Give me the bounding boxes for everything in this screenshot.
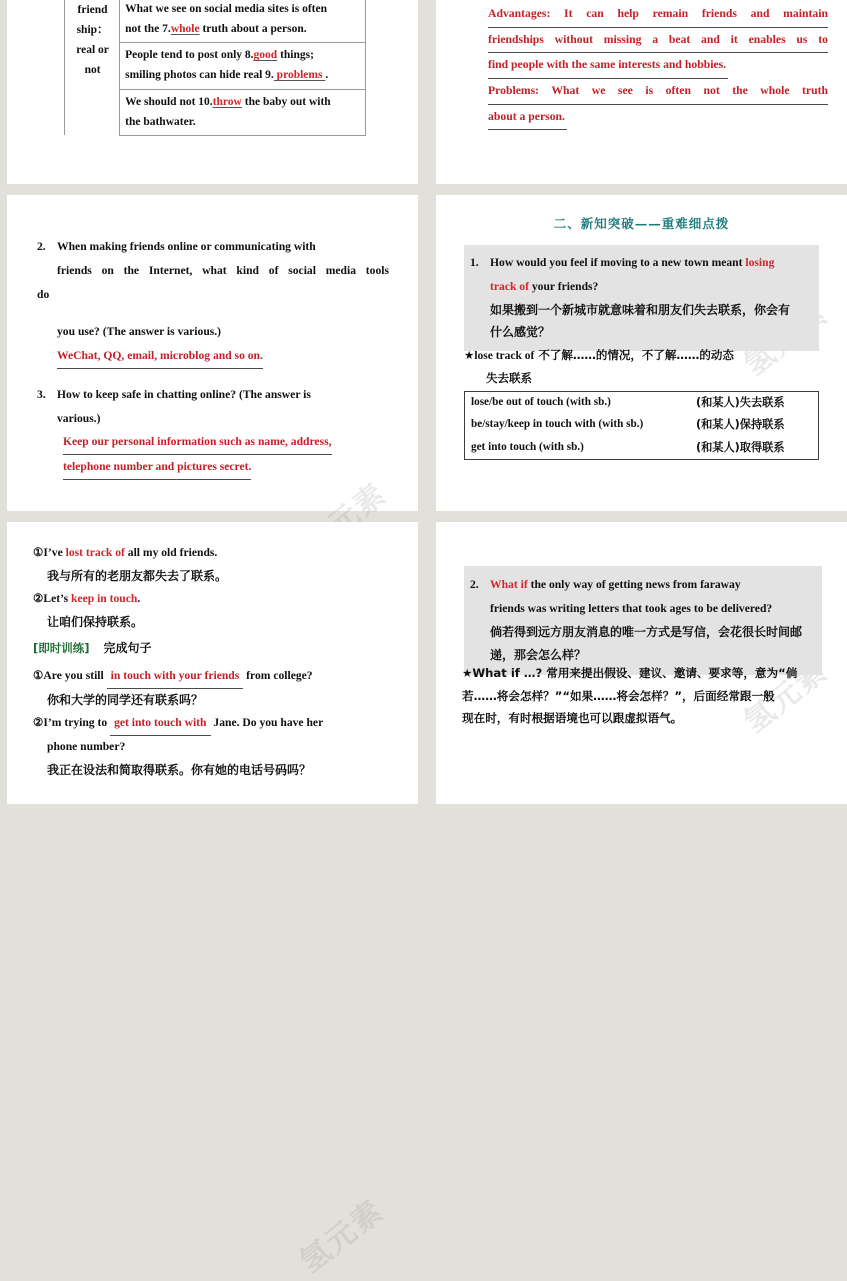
lead-line: friend [77, 4, 108, 16]
cell-text: things; [277, 49, 314, 62]
example-marker: ② [33, 592, 44, 606]
example-2-zh: 让咱们保持联系。 [47, 615, 144, 630]
highlight-block-2 [464, 566, 822, 675]
example-text: Let’s [43, 592, 71, 606]
answer-blank: good [253, 49, 278, 62]
example-keyword: lost track of [65, 546, 125, 559]
drill-text: I’m trying to [43, 716, 111, 730]
table-body-cell [120, 0, 366, 43]
answer-blank: whole [170, 23, 200, 36]
question-text: When making friends online or communicating with [57, 240, 316, 253]
cell-text: the bathwater. [125, 115, 196, 128]
phrase-cn: (和某人)取得联系 [696, 440, 785, 454]
drill-text: from college? [243, 668, 313, 682]
star-marker: ★ [464, 348, 475, 362]
answer-underlined: Keep our personal information such as name, address, [63, 430, 332, 455]
item-text-zh: 递，那会怎么样？ [490, 647, 587, 662]
item-text-en: your friends? [528, 279, 599, 293]
answer-blank: problems [273, 69, 326, 82]
example-1-zh: 我与所有的老朋友都失去了联系。 [47, 568, 228, 583]
watermark: 氢元素 [296, 476, 394, 564]
answer-line: about a person. [488, 105, 567, 131]
cell-text: We should not 10. [125, 95, 213, 108]
answer-line: friendships without missing a beat and it enables us to [488, 28, 828, 54]
section-heading: 二、新知突破——重难细点拨 [553, 216, 730, 231]
advantages-problems-answer [488, 2, 828, 130]
slide-6[interactable] [436, 522, 847, 804]
item-keyword: losing [745, 256, 775, 269]
drill-2-cont: phone number? [47, 739, 126, 753]
table-body-cell [120, 89, 366, 135]
slide-2[interactable] [436, 0, 847, 184]
note-line: ★What if …? 常用来提出假设、建议、邀请、要求等，意为“倘 [462, 666, 798, 680]
cell-text: . [325, 69, 329, 82]
answer-blank: throw [212, 95, 242, 108]
note-line: 现在时，有时根据语境也可以跟虚拟语气。 [462, 711, 683, 726]
drill-1 [33, 665, 393, 689]
table-row [465, 414, 819, 436]
slide-4[interactable] [436, 195, 847, 511]
star-note-2 [462, 662, 825, 730]
item-text-zh: 倘若得到远方朋友消息的唯一方式是写信，会花很长时间邮 [490, 624, 803, 639]
question-2 [37, 235, 389, 369]
star-note-1 [464, 345, 829, 390]
drill-text: Jane. Do you have her [210, 716, 324, 730]
question-text-outdent: do [37, 287, 50, 301]
drill-blank[interactable]: get into touch with [110, 712, 210, 736]
table-row [465, 437, 819, 460]
question-text: you use? (The answer is various.) [57, 325, 222, 339]
training-title: 完成句子 [103, 640, 152, 655]
drill-marker: ② [33, 716, 44, 730]
cell-text: not the 7. [125, 23, 171, 36]
drill-blank[interactable]: in touch with your friends [107, 665, 244, 689]
table-body-cell [120, 43, 366, 89]
watermark: 氢元素 [737, 653, 835, 741]
example-text: all my old friends. [124, 546, 218, 559]
lead-line: not [84, 64, 101, 77]
star-gloss: 失去联系 [486, 370, 532, 385]
example-list [33, 542, 393, 782]
answer-line: find people with the same interests and hobbies. [488, 53, 728, 79]
answer-line: Advantages: It can help remain friends and maintain [488, 2, 828, 28]
answer-underlined: telephone number and pictures secret. [63, 455, 251, 480]
example-marker: ① [33, 546, 44, 559]
drill-2 [33, 712, 393, 736]
phrase-cn: (和某人)保持联系 [696, 418, 785, 432]
lead-line: real or [76, 44, 109, 57]
question-text: various.) [57, 411, 101, 425]
table-row [465, 392, 819, 415]
training-label: [即时训练] [33, 640, 90, 655]
cell-text: smiling photos can hide real 9. [125, 69, 274, 82]
example-1 [33, 542, 393, 565]
answer-underlined: WeChat, QQ, email, microblog and so on. [57, 344, 263, 369]
item-text-en: How would you feel if moving to a new town meant [490, 256, 746, 269]
item-text-en: the only way of getting news from faraway [527, 578, 741, 591]
item-1 [470, 251, 811, 344]
phrase-en: lose/be out of touch (with sb.) [471, 396, 611, 408]
star-term: lose track of [474, 350, 535, 362]
phrase-cn: (和某人)失去联系 [696, 396, 785, 409]
highlight-block-1 [464, 245, 819, 351]
item-number: 2. [470, 578, 479, 591]
lead-line: ship： [76, 24, 109, 37]
question-text: How to keep safe in chatting online? (The answer is [57, 387, 311, 401]
note-line: 若……将会怎样？”“如果……将会怎样？”，后面经常跟一般 [462, 688, 775, 703]
cell-text: What we see on social media sites is often [125, 3, 327, 15]
item-2 [470, 573, 814, 667]
item-text-zh: 什么感觉？ [490, 325, 551, 340]
cell-text: People tend to post only 8. [125, 49, 254, 62]
drill-1-zh: 你和大学的同学还有联系吗？ [47, 692, 204, 707]
example-2 [33, 588, 393, 611]
example-text: . [137, 592, 141, 606]
answer-line: Problems: What we see is often not the whole truth [488, 79, 828, 105]
touch-phrases-table [464, 391, 819, 460]
question-3 [37, 383, 389, 480]
example-text: I’ve [43, 546, 66, 559]
question-text: friends on the Internet, what kind of social media tools [57, 263, 389, 277]
cell-text: the baby out with [241, 95, 331, 108]
training-header [33, 639, 393, 657]
question-list [37, 235, 389, 480]
watermark: 氢元素 [293, 1193, 391, 1281]
star-gloss: 不了解……的情况，不了解……的动态 [534, 348, 734, 362]
question-number: 3. [37, 387, 46, 401]
phrase-en: get into touch (with sb.) [471, 440, 584, 453]
drill-marker: ① [33, 668, 44, 682]
drill-2-zh: 我正在设法和简取得联系。你有她的电话号码吗？ [47, 762, 312, 777]
table-lead-cell [65, 0, 120, 135]
item-text-en: friends was writing letters that took ages to be delivered? [490, 601, 773, 615]
table-row [65, 0, 366, 43]
item-number: 1. [470, 256, 479, 269]
example-keyword: keep in touch [71, 592, 138, 606]
slide-5[interactable] [7, 522, 418, 1281]
friendship-table [64, 0, 366, 136]
slide-1[interactable] [7, 0, 418, 184]
item-keyword: track of [490, 279, 529, 293]
question-number: 2. [37, 240, 46, 253]
phrase-en: be/stay/keep in touch with (with sb.) [471, 418, 644, 431]
item-text-zh: 如果搬到一个新城市就意味着和朋友们失去联系，你会有 [490, 302, 791, 317]
cell-text: truth about a person. [199, 23, 307, 36]
drill-text: Are you still [43, 668, 107, 682]
item-keyword: What if [490, 578, 528, 591]
